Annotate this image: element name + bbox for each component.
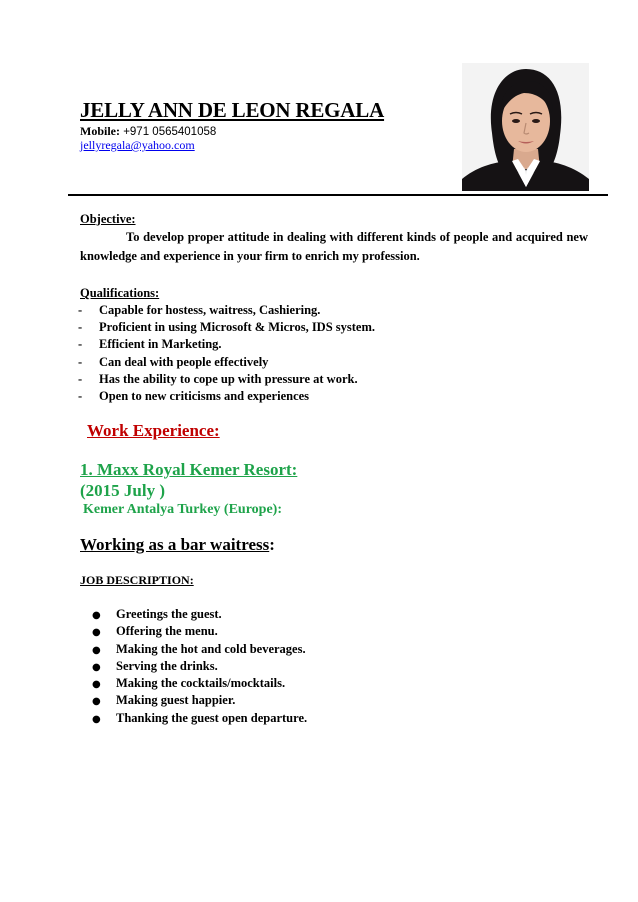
duties-list [92,606,307,727]
qualification-text: Open to new criticisms and experiences [99,388,310,403]
list-item [92,606,307,623]
qualifications-title: Qualifications: [80,286,160,300]
duty-text: Making guest happier. [116,693,236,708]
bullet-icon: ● [92,610,101,621]
list-item [78,354,375,371]
qualification-text: Efficient in Marketing. [99,337,222,352]
list-item [92,641,307,658]
qualification-text: Can deal with people effectively [99,354,269,369]
duty-text: Greetings the guest. [116,607,222,621]
employer-location: Kemer Antalya Turkey (Europe): [83,502,282,517]
work-experience-title: Work Experience: [87,421,220,440]
profile-photo [462,63,589,191]
list-item [78,302,375,319]
email-link[interactable]: jellyregala@yahoo.com [80,138,195,152]
objective-text: To develop proper attitude in dealing with different kinds of people and acquired new knowledge and experience in your firm to enrich my profession. [80,230,588,263]
employer-name: 1. Maxx Royal Kemer Resort: [80,460,298,479]
job-description-title: JOB DESCRIPTION: [80,573,194,587]
job-role [80,535,275,555]
dash-marker: - [78,371,83,386]
bullet-icon: ● [92,679,101,691]
list-item [92,623,307,640]
list-item [78,336,375,353]
list-item [92,692,307,709]
mobile-line [80,124,216,139]
dash-marker: - [78,320,83,335]
dash-marker: - [78,388,83,403]
dash-marker: - [78,354,83,369]
bullet-icon: ● [92,644,101,656]
qualification-text: Proficient in using Microsoft & Micros, IDS system. [99,320,376,335]
duty-text: Offering the menu. [116,624,218,639]
duty-text: Making the cocktails/mocktails. [116,676,286,691]
list-item [92,658,307,675]
mobile-label: Mobile: [80,124,120,138]
dash-marker: - [78,303,83,317]
list-item [78,388,375,405]
bullet-icon: ● [92,696,101,708]
list-item [78,371,375,388]
list-item [92,675,307,692]
bullet-icon: ● [92,661,101,673]
job-role-colon: : [269,535,275,554]
employment-period: (2015 July ) [80,481,165,500]
bullet-icon: ● [92,713,101,725]
duty-text: Making the hot and cold beverages. [116,641,306,656]
duty-text: Serving the drinks. [116,658,218,673]
list-item [78,319,375,336]
qualification-text: Capable for hostess, waitress, Cashiering. [99,303,321,317]
qualifications-list [78,302,375,405]
objective-title: Objective: [80,212,136,226]
dash-marker: - [78,337,83,352]
mobile-number: +971 0565401058 [120,126,217,138]
candidate-name: JELLY ANN DE LEON REGALA [80,98,385,122]
job-role-title: Working as a bar waitress [80,535,270,554]
qualification-text: Has the ability to cope up with pressure at work. [99,371,358,386]
bullet-icon: ● [92,627,101,639]
header-divider [68,194,608,196]
list-item [92,710,307,727]
duty-text: Thanking the guest open departure. [116,710,308,725]
